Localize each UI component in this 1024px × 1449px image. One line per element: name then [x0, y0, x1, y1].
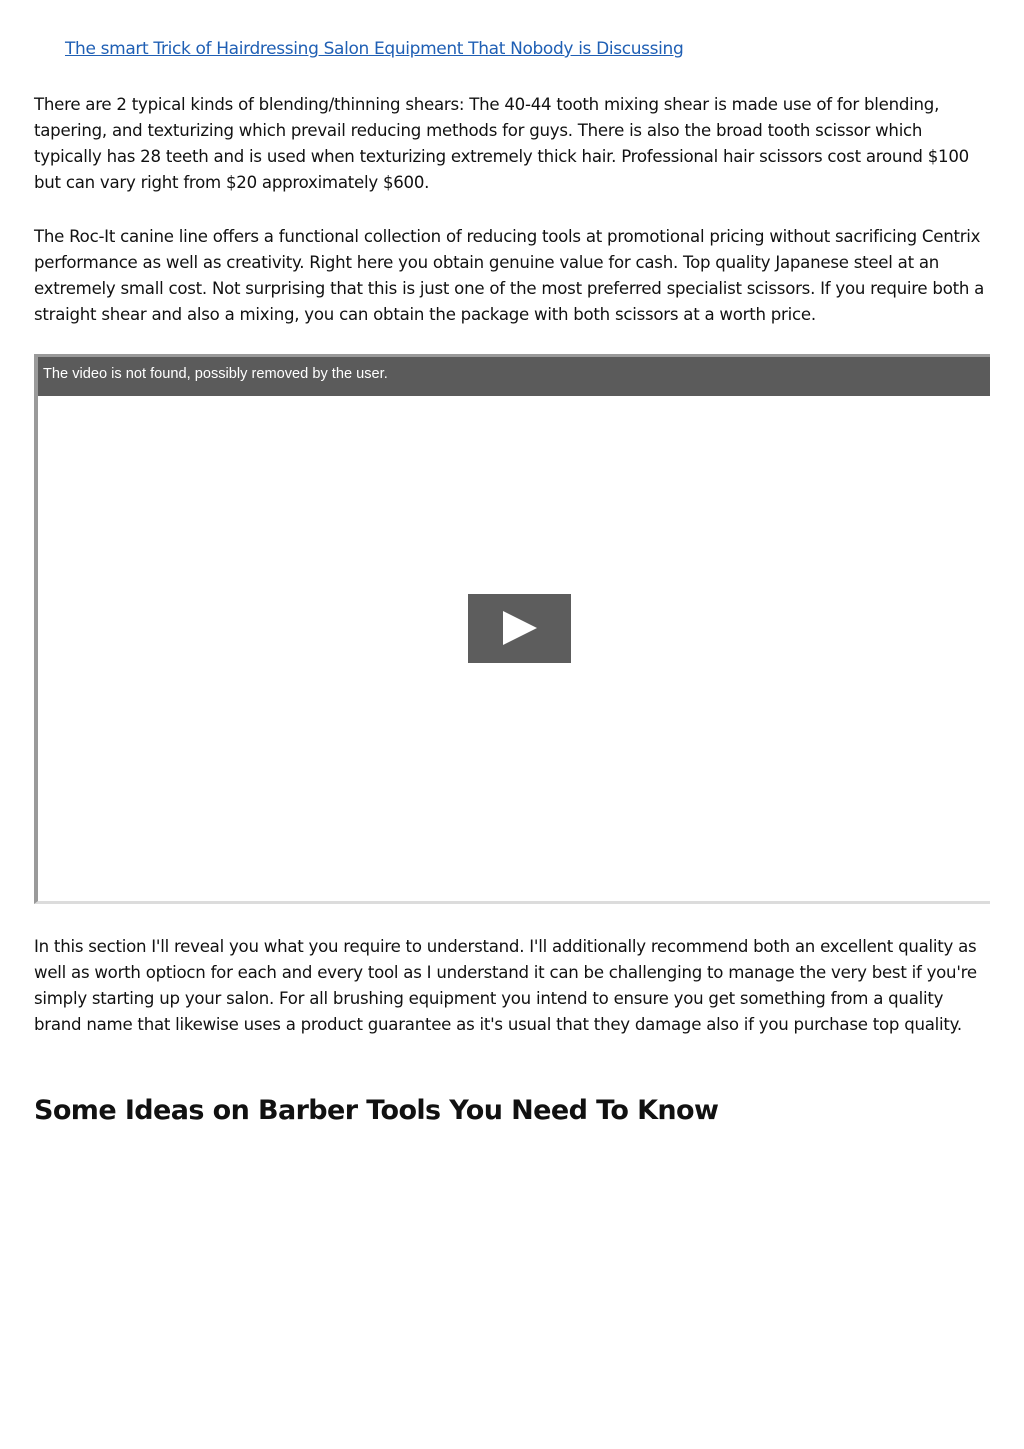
video-title-bar: [38, 357, 990, 396]
section-heading: Some Ideas on Barber Tools You Need To Know: [34, 1095, 719, 1126]
paragraph-shears: There are 2 typical kinds of blending/thinning shears: The 40-44 tooth mixing shear is made use of for blending, tapering, and texturizing which prevail reducing methods for guys. There is also the broad tooth scissor which typically has 28 teeth and is used when texturizing extremely thick hair. Professional hair scissors cost around $100 but can vary right from $20 approximately $600.: [34, 95, 969, 192]
article-link[interactable]: The smart Trick of Hairdressing Salon Equipment That Nobody is Discussing: [65, 39, 684, 59]
video-embed[interactable]: [34, 354, 990, 904]
paragraph-section: In this section I'll reveal you what you require to understand. I'll additionally recommend both an excellent quality as well as worth optiocn for each and every tool as I understand it can be challenging to manage the very best if you're simply starting up your salon. For all brushing equipment you intend to ensure you get something from a quality brand name that likewise uses a product guarantee as it's usual that they damage also if you purchase top quality.: [34, 937, 977, 1034]
video-error-message: The video is not found, possibly removed by the user.: [43, 366, 388, 382]
paragraph-roc-it: The Roc-It canine line offers a functional collection of reducing tools at promotional pricing without sacrificing Centrix performance as well as creativity. Right here you obtain genuine value for cash. Top quality Japanese steel at an extremely small cost. Not surprising that this is just one of the most preferred specialist scissors. If you require both a straight shear and also a mixing, you can obtain the package with both scissors at a worth price.: [34, 227, 985, 324]
play-button[interactable]: [468, 594, 571, 663]
play-icon: [503, 611, 537, 645]
